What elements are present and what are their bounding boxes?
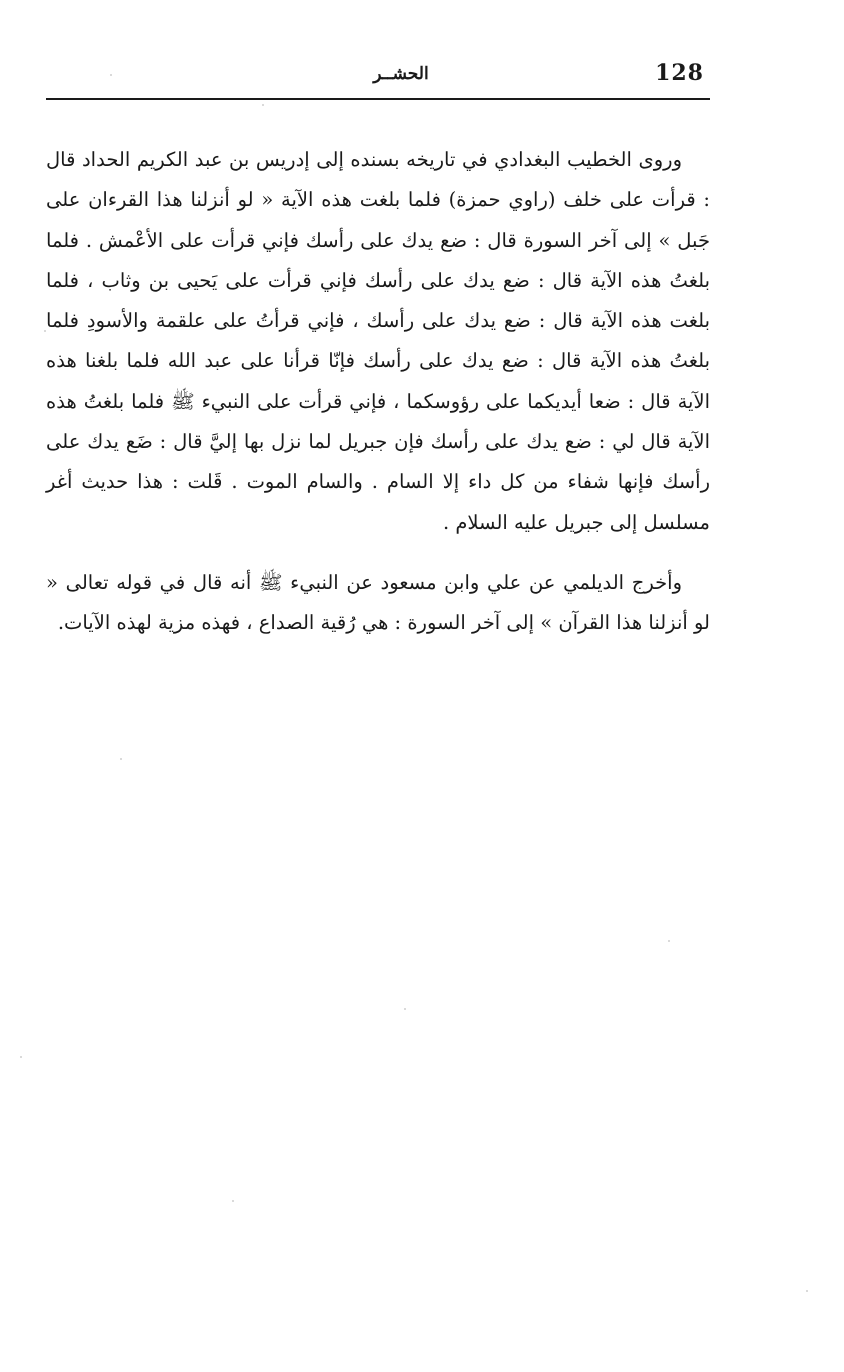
header-rule [46, 98, 710, 100]
scan-speck [232, 1200, 234, 1202]
paragraph-1: وروى الخطيب البغدادي في تاريخه بسنده إلى إدريس بن عبد الكريم الحداد قال : قرأت على خلف (راوي حمزة) فلما بلغت هذه الآية « لو أنزلنا هذا القرءان على جَبل » إلى آخر السورة قال : ضع يدك على رأسك فإني قرأت على الأعْمش . فلما بلغتُ هذه الآية قال : ضع يدك على رأسك فإني قرأت على يَحيى بن وثاب ، فلما بلغت هذه الآية قال : ضع يدك على رأسك ، فإني قرأتُ على علقمة والأسودِ فلما بلغتُ هذه الآية قال : ضع يدك على رأسك فإنّا قرأنا على عبد الله فلما بلغنا هذه الآية قال : ضعا أيديكما على رؤوسكما ، فإني قرأت على النبيء ﷺ فلما بلغتُ هذه الآية قال لي : ضع يدك على رأسك فإن جبريل لما نزل بها إليَّ قال : ضَع يدك على رأسك فإنها شفاء من كل داء إلا السام . والسام الموت . قَلت : هذا حديث أغر مسلسل إلى جبريل عليه السلام . [46, 148, 710, 534]
scan-speck [110, 74, 112, 76]
running-title: الحشــر [373, 64, 429, 84]
body-text [46, 140, 710, 644]
page-header [46, 56, 710, 102]
page-number: 128 [655, 60, 704, 86]
scan-speck [806, 1290, 808, 1292]
scan-speck [668, 940, 670, 942]
scan-speck [20, 1056, 22, 1058]
scan-speck [262, 104, 264, 106]
scan-speck [120, 758, 122, 760]
paragraph-2: وأخرج الديلمي عن علي وابن مسعود عن النبيء ﷺ أنه قال في قوله تعالى « لو أنزلنا هذا القرآن » إلى آخر السورة : هي رُقية الصداع ، فهذه مزية لهذه الآيات. [46, 570, 710, 635]
scan-speck [44, 330, 46, 332]
scan-speck [404, 1008, 406, 1010]
